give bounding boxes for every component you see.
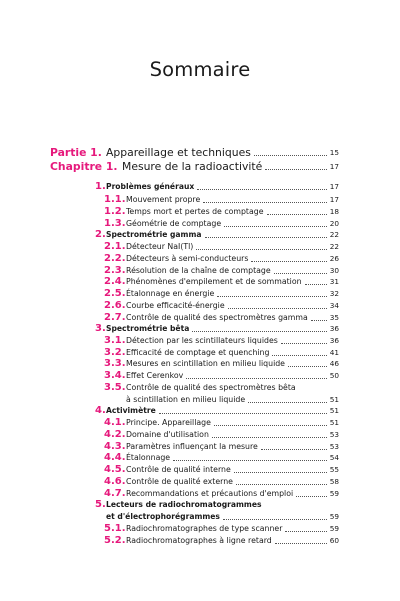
toc-entry-page: 50 [329,371,339,380]
toc-entry-number: 5. [95,499,106,510]
dot-leader [196,249,327,250]
toc-entry-page: 30 [329,266,339,275]
dot-leader [281,343,327,344]
toc-entry-number: Chapitre 1. [50,160,118,173]
dot-leader [254,155,327,156]
toc-entry-page: 17 [329,182,339,191]
toc-entry-page: 36 [329,336,339,345]
toc-entry-page: 36 [329,324,339,333]
toc-entry-page: 60 [329,536,339,545]
toc-entry-page: 58 [329,477,339,486]
toc-entry-number: 4.1. [104,417,126,428]
toc-entry-title: Détecteur NaI(Tl) [126,242,194,251]
dot-leader [274,273,327,274]
toc-entry-page: 22 [329,230,339,239]
toc-entry-title: Efficacité de comptage et quenching [126,348,270,357]
dot-leader [205,237,327,238]
toc-entry-title: Contrôle de qualité externe [126,477,233,486]
dot-leader [261,449,327,450]
toc-entry-title: Radiochromatographes à ligne retard [126,536,272,545]
dot-leader [285,531,327,532]
dot-leader [173,460,327,461]
dot-leader [217,296,327,297]
toc-entry-title: Principe. Appareillage [126,418,211,427]
toc-entry-page: 55 [329,465,339,474]
toc-entry-number: 4.6. [104,476,126,487]
toc-entry-title: Mesures en scintillation en milieu liquide [126,359,285,368]
toc-entry-page: 53 [329,430,339,439]
toc-entry-page: 17 [329,195,339,204]
toc-entry[interactable] [0,181,400,194]
dot-leader [265,169,327,170]
toc-entry-title: Étalonnage en énergie [126,289,215,298]
toc-entry-number: 2.1. [104,241,126,252]
toc-entry-page: 26 [329,254,339,263]
toc-entry-number: 4.7. [104,488,126,499]
toc-entry-title: Problèmes généraux [106,182,195,191]
dot-leader [272,355,327,356]
dot-leader [288,366,327,367]
toc-entry-title: Contrôle de qualité interne [126,465,231,474]
toc-entry-number: 1.3. [104,218,126,229]
toc-entry-title: Étalonnage [126,453,171,462]
toc-entry-number: 4.4. [104,452,126,463]
toc-entry[interactable] [0,535,400,548]
toc-entry-title: Détecteurs à semi-conducteurs [126,254,249,263]
dot-leader [248,402,327,403]
toc-entry-page: 51 [329,395,339,404]
toc-entry-page: 32 [329,289,339,298]
toc-entry-title: Spectrométrie bêta [106,324,190,333]
dot-leader [234,472,327,473]
toc-entry-title: Courbe efficacité-énergie [126,301,225,310]
toc-entry-page: 17 [329,162,339,171]
toc-entry[interactable] [0,160,400,173]
toc-entry-title: Spectrométrie gamma [106,230,202,239]
dot-leader [267,214,327,215]
dot-leader [275,543,327,544]
dot-leader [251,261,327,262]
toc-entry-title: Activimètre [106,406,156,415]
toc-entry-number: 3.3. [104,358,126,369]
toc-entry-page: 54 [329,453,339,462]
toc-entry-page: 20 [329,219,339,228]
toc-entry-page: 35 [329,313,339,322]
toc-entry-title: Radiochromatographes de type scanner [126,524,283,533]
toc-entry-number: 1.1. [104,194,126,205]
toc-entry[interactable] [0,146,400,159]
page-title: Sommaire [149,58,251,81]
toc-entry-number: 4. [95,405,106,416]
dot-leader [197,189,327,190]
dot-leader [224,226,327,227]
toc-entry-title: Détection par les scintillateurs liquides [126,336,278,345]
dot-leader [212,437,327,438]
toc-entry-number: 3. [95,323,106,334]
toc-entry-title: Contrôle de qualité des spectromètres gamma [126,313,308,322]
toc-entry-number: 5.1. [104,523,126,534]
toc-entry-number: 1. [95,181,106,192]
dot-leader [159,413,327,414]
toc-entry-title: Effet Cerenkov [126,371,184,380]
toc-entry-title: et d'électrophorégrammes [106,512,220,521]
toc-entry-number: 2.4. [104,276,126,287]
toc-entry-number: 3.2. [104,347,126,358]
dot-leader [186,378,327,379]
dot-leader [223,519,327,520]
toc-entry-number: 2.2. [104,253,126,264]
toc-entry-page: 22 [329,242,339,251]
toc-entry-number: 4.2. [104,429,126,440]
toc-entry-page: 18 [329,207,339,216]
toc-entry-number: 2. [95,229,106,240]
toc-entry-number: 2.5. [104,288,126,299]
toc-entry-page: 46 [329,359,339,368]
toc-entry-title: Géométrie de comptage [126,219,222,228]
toc-entry-title: Phénomènes d'empilement et de sommation [126,277,302,286]
toc-entry-page: 59 [329,524,339,533]
dot-leader [236,484,327,485]
toc-entry-number: 2.7. [104,312,126,323]
dot-leader [311,320,327,321]
toc-entry-number: 3.1. [104,335,126,346]
toc-entry-page: 53 [329,442,339,451]
toc-entry-title: Recommandations et précautions d'emploi [126,489,294,498]
toc-entry-page: 59 [329,512,339,521]
toc-entry-page: 34 [329,301,339,310]
toc-entry-page: 51 [329,418,339,427]
toc-entry-title: Paramètres influençant la mesure [126,442,258,451]
toc-entry-number: 4.3. [104,441,126,452]
toc-entry-title: Domaine d'utilisation [126,430,209,439]
dot-leader [203,202,327,203]
toc-entry-title: Mesure de la radioactivité [122,160,263,173]
toc-entry-number: Partie 1. [50,146,102,159]
dot-leader [192,331,327,332]
toc-entry-page: 31 [329,277,339,286]
toc-entry-title: Temps mort et pertes de comptage [126,207,264,216]
toc-entry-page: 15 [329,148,339,157]
toc-entry-number: 3.4. [104,370,126,381]
toc-entry-number: 2.3. [104,265,126,276]
toc-entry-number: 2.6. [104,300,126,311]
toc-entry-title: Appareillage et techniques [106,146,251,159]
toc-entry-number: 1.2. [104,206,126,217]
toc-entry-title: Mouvement propre [126,195,201,204]
toc-entry-page: 51 [329,406,339,415]
dot-leader [228,308,327,309]
toc-entry-number: 5.2. [104,535,126,546]
toc-entry-number: 3.5. [104,382,126,393]
toc-entry-title: Contrôle de qualité des spectromètres bêta [126,383,296,392]
toc-entry-title: Résolution de la chaîne de comptage [126,266,271,275]
dot-leader [296,496,327,497]
toc-entry-page: 59 [329,489,339,498]
dot-leader [305,284,327,285]
toc-entry-number: 4.5. [104,464,126,475]
dot-leader [214,425,327,426]
toc-entry-title: Lecteurs de radiochromatogrammes [106,500,262,509]
toc-entry-page: 41 [329,348,339,357]
toc-entry-title: à scintillation en milieu liquide [126,395,246,404]
